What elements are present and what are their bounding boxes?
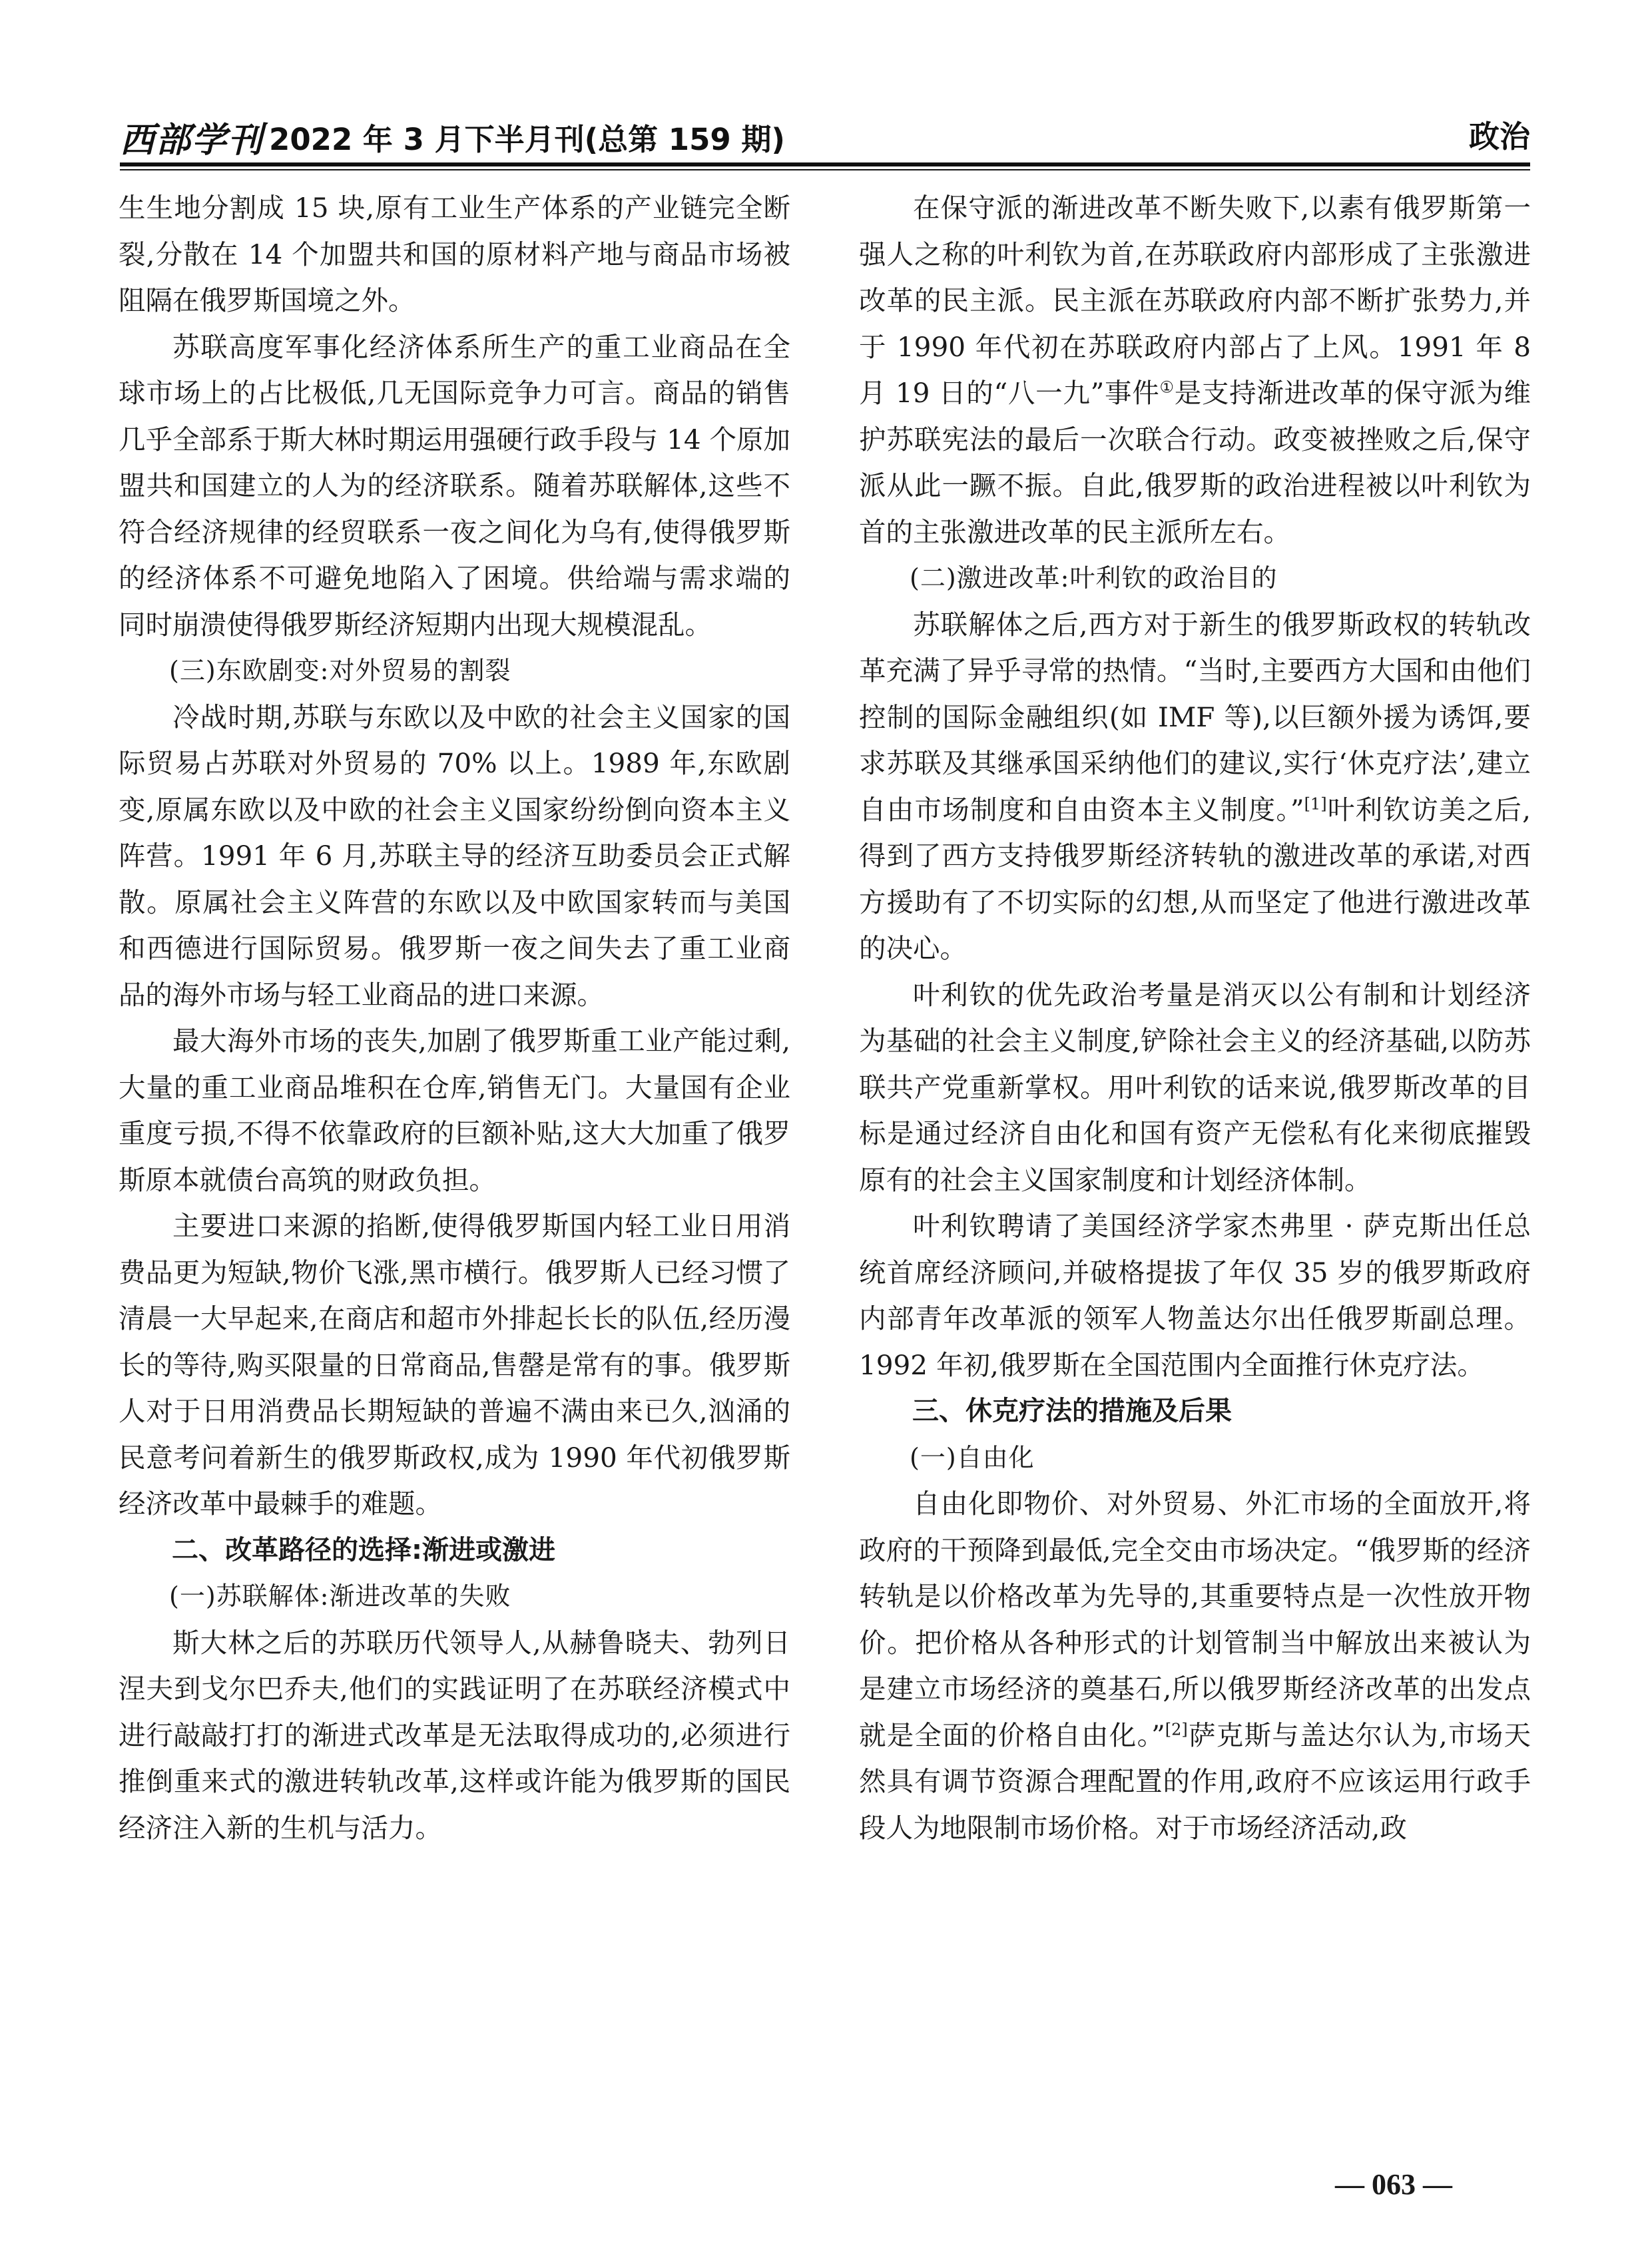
subsection-heading bbox=[119, 1573, 790, 1620]
paragraph-text: 主要进口来源的掐断,使得俄罗斯国内轻工业日用消费品更为短缺,物价飞涨,黑市横行。俄罗斯人已经习惯了清晨一大早起来,在商店和超市外排起长长的队伍,经历漫长的等待,购买限量的日常商品,售罄是常有的事。俄罗斯人对于日用消费品长期短缺的普遍不满由来已久,汹涌的民意考问着新生的俄罗斯政权,成为 1990 年代初俄罗斯经济改革中最棘手的难题。 bbox=[119, 1210, 790, 1520]
left-column bbox=[119, 185, 790, 1851]
journal-logo: 西部学刊 bbox=[120, 119, 264, 160]
running-header bbox=[120, 112, 1530, 161]
paragraph bbox=[119, 1203, 790, 1528]
paragraph-text: 在保守派的渐进改革不断失败下,以素有俄罗斯第一强人之称的叶利钦为首,在苏联政府内部形成了主张激进改革的民主派。民主派在苏联政府内部不断扩张势力,并于 1990 年代初在苏联政府内部占了上风。1991 年 8 月 19 日的“八一九”事件 bbox=[859, 192, 1531, 409]
section-heading bbox=[859, 1388, 1531, 1435]
paragraph-text: 二、改革路径的选择:渐进或激进 bbox=[172, 1534, 555, 1565]
subsection-heading bbox=[119, 648, 790, 695]
right-column bbox=[859, 185, 1531, 1851]
header-left bbox=[120, 112, 785, 161]
issue-info: 2022 年 3 月下半月刊(总第 159 期) bbox=[269, 121, 785, 157]
paragraph-text: 叶利钦聘请了美国经济学家杰弗里 · 萨克斯出任总统首席经济顾问,并破格提拔了年仅 35 岁的俄罗斯政府内部青年改革派的领军人物盖达尔出任俄罗斯副总理。1992 年初,俄罗斯在全国范围内全面推行休克疗法。 bbox=[859, 1210, 1531, 1381]
paragraph-text: 苏联解体之后,西方对于新生的俄罗斯政权的转轨改革充满了异乎寻常的热情。“当时,主要西方大国和由他们控制的国际金融组织(如 IMF 等),以巨额外援为诱饵,要求苏联及其继承国采纳他们的建议,实行‘休克疗法’,建立自由市场制度和自由资本主义制度。” bbox=[859, 608, 1531, 826]
paragraph bbox=[119, 695, 790, 1019]
header-rule-thin bbox=[120, 169, 1530, 170]
paragraph-text: 自由化即物价、对外贸易、外汇市场的全面放开,将政府的干预降到最低,完全交由市场决定。“俄罗斯的经济转轨是以价格改革为先导的,其重要特点是一次性放开物价。把价格从各种形式的计划管制当中解放出来被认为是建立市场经济的奠基石,所以俄罗斯经济改革的出发点就是全面的价格自由化。” bbox=[859, 1488, 1531, 1751]
paragraph-text: 冷战时期,苏联与东欧以及中欧的社会主义国家的国际贸易占苏联对外贸易的 70% 以上。1989 年,东欧剧变,原属东欧以及中欧的社会主义国家纷纷倒向资本主义阵营。1991 年 6 月,苏联主导的经济互助委员会正式解散。原属社会主义阵营的东欧以及中欧国家转而与美国和西德进行国际贸易。俄罗斯一夜之间失去了重工业商品的海外市场与轻工业商品的进口来源。 bbox=[119, 701, 790, 1011]
paragraph-text: (三)东欧剧变:对外贸易的割裂 bbox=[169, 656, 511, 685]
paragraph bbox=[119, 1018, 790, 1203]
footnote-marker: ① bbox=[1159, 378, 1175, 397]
paragraph bbox=[119, 1620, 790, 1852]
paragraph bbox=[119, 185, 790, 324]
paragraph-text: 最大海外市场的丧失,加剧了俄罗斯重工业产能过剩,大量的重工业商品堆积在仓库,销售无门。大量国有企业重度亏损,不得不依靠政府的巨额补贴,这大大加重了俄罗斯原本就债台高筑的财政负担。 bbox=[119, 1025, 790, 1196]
paragraph-text-continued: 是支持渐进改革的保守派为维护苏联宪法的最后一次联合行动。政变被挫败之后,保守派从此一蹶不振。自此,俄罗斯的政治进程被以叶利钦为首的主张激进改革的民主派所左右。 bbox=[859, 377, 1531, 548]
section-heading bbox=[119, 1528, 790, 1574]
paragraph bbox=[859, 1481, 1531, 1851]
paragraph-text: (一)自由化 bbox=[910, 1442, 1035, 1472]
paragraph bbox=[859, 185, 1531, 555]
paragraph-text-continued: 叶利钦访美之后,得到了西方支持俄罗斯经济转轨的激进改革的承诺,对西方援助有了不切实际的幻想,从而坚定了他进行激进改革的决心。 bbox=[859, 793, 1531, 964]
subsection-heading bbox=[859, 1435, 1531, 1482]
footnote-marker: [2] bbox=[1165, 1720, 1188, 1739]
footnote-marker: [1] bbox=[1304, 794, 1327, 813]
paragraph-text: 生生地分割成 15 块,原有工业生产体系的产业链完全断裂,分散在 14 个加盟共和国的原材料产地与商品市场被阻隔在俄罗斯国境之外。 bbox=[119, 192, 790, 316]
paragraph-text: 三、休克疗法的措施及后果 bbox=[912, 1396, 1232, 1426]
paragraph-text: (一)苏联解体:渐进改革的失败 bbox=[169, 1581, 511, 1611]
paragraph-text: 叶利钦的优先政治考量是消灭以公有制和计划经济为基础的社会主义制度,铲除社会主义的经济基础,以防苏联共产党重新掌权。用叶利钦的话来说,俄罗斯改革的目标是通过经济自由化和国有资产无偿私有化来彻底摧毁原有的社会主义国家制度和计划经济体制。 bbox=[859, 978, 1531, 1196]
paragraph bbox=[119, 324, 790, 649]
paragraph bbox=[859, 972, 1531, 1204]
paragraph bbox=[859, 1203, 1531, 1388]
paragraph-text: (二)激进改革:叶利钦的政治目的 bbox=[910, 563, 1278, 593]
header-rule-thick bbox=[120, 162, 1530, 166]
page-number: — 063 — bbox=[1335, 2168, 1452, 2201]
paragraph-text: 苏联高度军事化经济体系所生产的重工业商品在全球市场上的占比极低,几无国际竞争力可言。商品的销售几乎全部系于斯大林时期运用强硬行政手段与 14 个原加盟共和国建立的人为的经济联系。随着苏联解体,这些不符合经济规律的经贸联系一夜之间化为乌有,使得俄罗斯的经济体系不可避免地陷入了困境。供给端与需求端的同时崩溃使得俄罗斯经济短期内出现大规模混乱。 bbox=[119, 330, 790, 641]
paragraph-text-continued: 萨克斯与盖达尔认为,市场天然具有调节资源合理配置的作用,政府不应该运用行政手段人为地限制市场价格。对于市场经济活动,政 bbox=[859, 1719, 1531, 1844]
paragraph bbox=[859, 602, 1531, 972]
section-label: 政治 bbox=[1469, 119, 1530, 154]
subsection-heading bbox=[859, 555, 1531, 602]
paragraph-text: 斯大林之后的苏联历代领导人,从赫鲁晓夫、勃列日涅夫到戈尔巴乔夫,他们的实践证明了在苏联经济模式中进行敲敲打打的渐进式改革是无法取得成功的,必须进行推倒重来式的激进转轨改革,这样或许能为俄罗斯的国民经济注入新的生机与活力。 bbox=[119, 1626, 790, 1844]
